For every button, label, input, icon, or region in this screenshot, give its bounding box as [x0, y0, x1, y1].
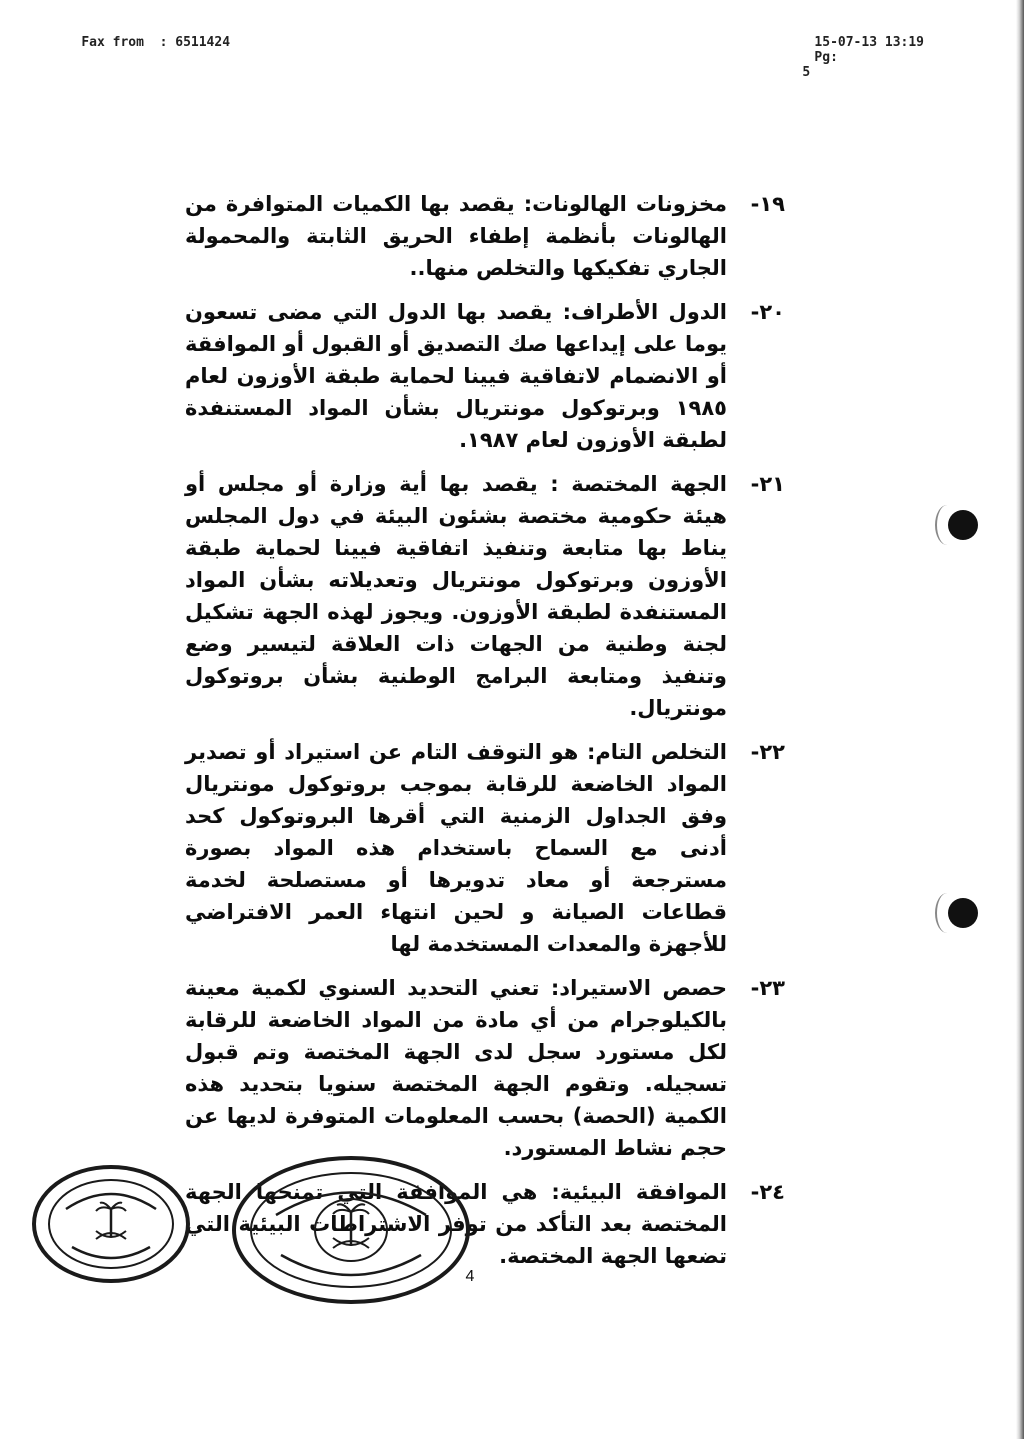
- page-number: 4: [465, 1268, 475, 1285]
- definition-text: يقصد بها أية وزارة أو مجلس أو هيئة حكومية مختصة بشئون البيئة في دول المجلس يناط بها متابعة وتنفيذ اتفاقية فيينا لحماية طبقة الأوزون وبرتوكول مونتريال وتعديلاته بشأن المواد المستنفدة لطبقة الأوزون. ويجوز لهذه الجهة تشكيل لجنة وطنية من الجهات ذات العلاقة لتيسير وضع وتنفيذ ومتابعة البرامج الوطنية بشأن بروتوكول مونتريال.: [185, 472, 727, 720]
- definitions-list: [185, 188, 785, 1284]
- item-number: ٢٠-: [750, 300, 785, 324]
- definition-term: حصص الاستيراد:: [550, 976, 727, 1000]
- definition-item: [185, 972, 785, 1164]
- definition-item: [185, 736, 785, 960]
- item-number: ٢٣-: [750, 976, 785, 1000]
- definition-text: هو التوقف التام عن استيراد أو تصدير المواد الخاضعة للرقابة بموجب بروتوكول مونتريال وفق الجداول الزمنية التي أقرها البروتوكول كحد أدنى مع السماح باستخدام هذه المواد بصورة مسترجعة أو معاد تدويرها أو مستصلحة لخدمة قطاعات الصيانة و لحين انتهاء العمر الافتراضي للأجهزة والمعدات المستخدمة لها: [185, 740, 727, 956]
- scan-edge-shadow: [1016, 0, 1024, 1439]
- definition-item: [185, 468, 785, 724]
- item-number: ٢١-: [750, 472, 785, 496]
- definition-term: الدول الأطراف:: [562, 300, 727, 324]
- item-number: ٢٢-: [750, 740, 785, 764]
- fax-timestamp: [763, 20, 924, 95]
- definition-item: [185, 296, 785, 456]
- definition-text: يقصد بها الكميات المتوافرة من الهالونات بأنظمة إطفاء الحريق الثابتة والمحمولة الجاري تفكيكها والتخلص منها..: [185, 192, 727, 280]
- punch-hole: [948, 898, 978, 928]
- fax-page-value: 5: [802, 65, 811, 80]
- item-number: ٢٤-: [750, 1180, 785, 1204]
- fax-from-label: Fax from: [81, 35, 144, 50]
- official-stamp-secretariat: [32, 1165, 190, 1283]
- fax-header: [50, 20, 924, 80]
- definition-term: الموافقة البيئية:: [551, 1180, 727, 1204]
- punch-hole: [948, 510, 978, 540]
- palm-and-swords-emblem-icon: [36, 1169, 186, 1279]
- definition-text: هي الموافقة التي تمنحها الجهة المختصة بعد التأكد من توفر الاشتراطات البيئية التي تضعها الجهة المختصة.: [185, 1180, 727, 1268]
- fax-page-label: Pg:: [814, 50, 838, 65]
- definition-text: تعني التحديد السنوي لكمية معينة بالكيلوجرام من أي مادة من المواد الخاضعة للرقابة لكل مستورد سجل لدى الجهة المختصة وتم قبول تسجيله. وتقوم الجهة المختصة سنويا بتحديد هذه الكمية (الحصة) بحسب المعلومات المتوفرة لديها عن حجم نشاط المستورد.: [185, 976, 727, 1160]
- definition-item: [185, 188, 785, 284]
- fax-from-number: : 6511424: [159, 35, 231, 50]
- definition-term: الجهة المختصة :: [550, 472, 727, 496]
- definition-text: يقصد بها الدول التي مضى تسعون يوما على إيداعها صك التصديق أو القبول أو الموافقة أو الانضمام لاتفاقية فيينا لحماية طبقة الأوزون لعام ١٩٨٥ وبرتوكول مونتريال بشأن المواد المستنفدة لطبقة الأوزون لعام ١٩٨٧.: [185, 300, 727, 452]
- definition-term: التخلص التام:: [587, 740, 727, 764]
- fax-from: [50, 20, 230, 65]
- definition-term: مخزونات الهالونات:: [523, 192, 728, 216]
- item-number: ١٩-: [750, 192, 785, 216]
- fax-datetime: 15-07-13 13:19: [814, 35, 924, 50]
